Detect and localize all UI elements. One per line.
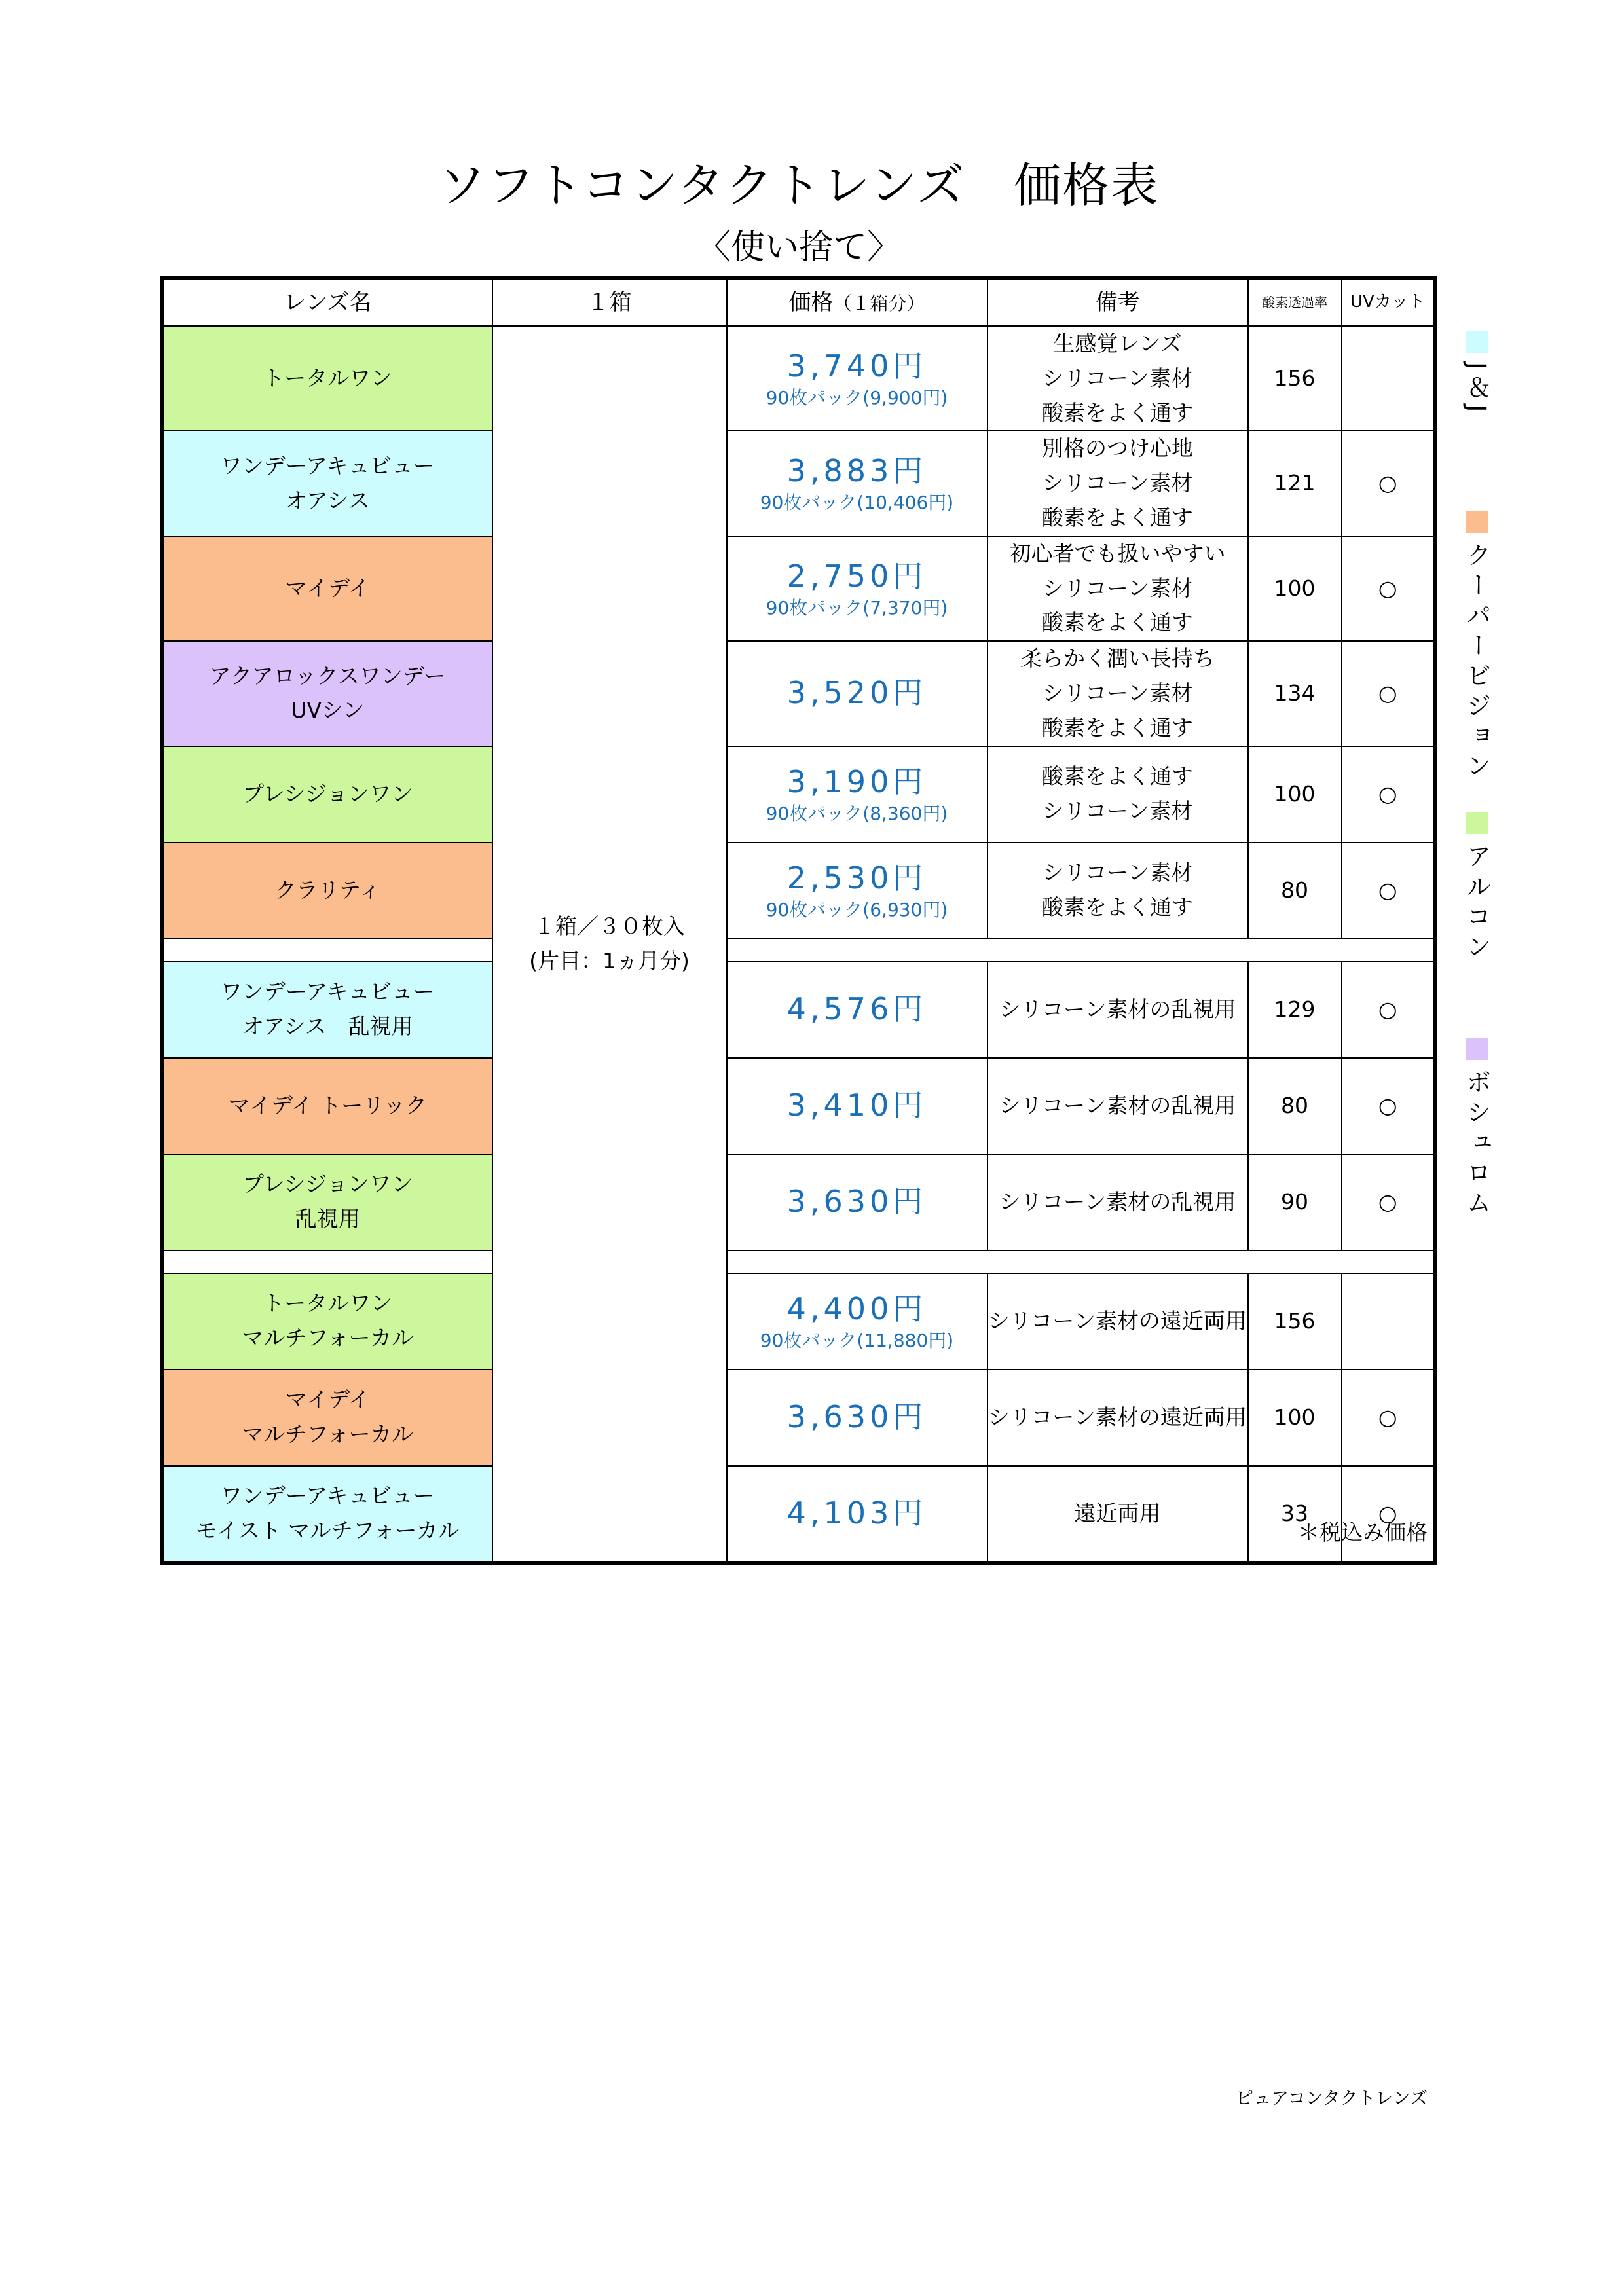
header-box: １箱 [492,278,727,327]
table-row [162,326,1435,431]
note-cell [987,431,1248,536]
lens-name-line2: オアシス 乱視用 [242,1013,413,1040]
table-row [162,1154,1435,1250]
box-quantity [492,326,727,1563]
header-price-sub: （１箱分） [833,292,925,314]
note-cell [987,1370,1248,1466]
price-value: 2,750円 [786,558,927,594]
note-line: シリコーン素材の遠近両用 [988,1307,1247,1334]
price-value: 3,630円 [786,1399,927,1435]
legend-item [1457,812,1496,964]
note-line: 初心者でも扱いやすい [1009,540,1226,566]
lens-name-line1: プレシジョンワン [242,780,413,807]
section-gap-row [162,939,1435,962]
uv-cut-mark: ○ [1342,746,1435,843]
lens-name [162,326,492,431]
note-cell [987,962,1248,1058]
note-cell [987,536,1248,641]
lens-name-line2: マルチフォーカル [242,1421,414,1448]
note-line: 酸素をよく通す [1042,610,1193,636]
oxygen-permeability: 100 [1248,1370,1342,1466]
lens-name-line1: トータルワン [263,365,393,391]
lens-name-line1: マイデイ [285,1387,370,1413]
note-line: シリコーン素材 [1042,798,1193,824]
price-value: 3,740円 [786,348,927,384]
oxygen-permeability: 80 [1248,1058,1342,1154]
lens-name [162,1273,492,1370]
legend-swatch [1466,331,1488,353]
table-row [162,1273,1435,1370]
oxygen-permeability: 33 [1248,1466,1342,1563]
price-cell [727,746,987,843]
price-cell [727,1058,987,1154]
price-90-pack: 90枚パック(10,406円) [760,492,954,514]
oxygen-permeability: 156 [1248,326,1342,431]
price-cell [727,326,987,431]
price-value: 2,530円 [786,860,927,896]
lens-name [162,843,492,939]
lens-name-line1: ワンデーアキュビュー [220,979,435,1005]
table-row [162,1370,1435,1466]
price-90-pack: 90枚パック(11,880円) [760,1329,954,1351]
uv-cut-mark [1342,326,1435,431]
table-row [162,746,1435,843]
lens-name [162,431,492,536]
price-value: 3,630円 [786,1184,927,1220]
lens-name-line2: モイスト マルチフォーカル [195,1518,460,1544]
oxygen-permeability: 80 [1248,843,1342,939]
price-cell [727,641,987,746]
page-subtitle: 〈使い捨て〉 [696,228,901,267]
note-line: 生感覚レンズ [1053,331,1182,356]
uv-cut-mark: ○ [1342,1370,1435,1466]
note-line: 酸素をよく通す [1042,763,1193,790]
lens-name [162,1154,492,1250]
note-line: シリコーン素材の乱視用 [999,1188,1236,1214]
note-line: シリコーン素材 [1042,680,1193,706]
oxygen-permeability: 90 [1248,1154,1342,1250]
price-value: 4,400円 [786,1290,927,1326]
lens-name [162,746,492,843]
legend-label: ボシュロム [1462,1069,1491,1220]
price-90-pack: 90枚パック(6,930円) [766,898,948,920]
price-cell [727,431,987,536]
price-90-pack: 90枚パック(8,360円) [766,802,948,824]
page-title: ソフトコンタクトレンズ 価格表 [438,158,1160,213]
box-quantity-line1: １箱／３０枚入 [534,913,685,939]
table-row [162,536,1435,641]
lens-name-line1: プレシジョンワン [242,1171,413,1197]
note-line: 酸素をよく通す [1042,714,1193,740]
lens-name-line2: オアシス [285,487,370,513]
lens-name-line2: 乱視用 [295,1206,360,1232]
note-line: シリコーン素材 [1042,575,1193,601]
legend-item [1457,1038,1496,1220]
lens-name-line1: トータルワン [263,1290,393,1317]
oxygen-permeability: 134 [1248,641,1342,746]
price-cell [727,1273,987,1370]
price-cell [727,536,987,641]
note-cell [987,1273,1248,1370]
note-line: シリコーン素材の乱視用 [999,1092,1236,1118]
oxygen-permeability: 121 [1248,431,1342,536]
note-line: 酸素をよく通す [1042,399,1193,426]
price-value: 3,190円 [786,763,927,799]
uv-cut-mark: ○ [1342,1466,1435,1563]
note-line: 酸素をよく通す [1042,894,1193,920]
uv-cut-mark: ○ [1342,962,1435,1058]
legend-swatch [1466,812,1488,834]
note-cell [987,641,1248,746]
lens-name-line2: UVシン [291,697,365,723]
table-row [162,641,1435,746]
header-uv: UVカット [1342,278,1435,327]
uv-cut-mark [1342,1273,1435,1370]
note-cell [987,1058,1248,1154]
note-line: シリコーン素材 [1042,365,1193,391]
tax-note: ＊税込み価格 [1298,1520,1428,1545]
lens-name [162,1466,492,1563]
price-cell [727,1154,987,1250]
price-value: 4,576円 [786,991,927,1027]
note-line: 酸素をよく通す [1042,504,1193,530]
gap-cell [162,939,492,962]
table-header-row [162,278,1435,327]
lens-name [162,641,492,746]
legend-label: クーパービジョン [1462,542,1491,783]
price-value: 3,410円 [786,1087,927,1123]
oxygen-permeability: 100 [1248,746,1342,843]
section-gap-row [162,1250,1435,1273]
uv-cut-mark: ○ [1342,843,1435,939]
note-cell [987,843,1248,939]
header-note: 備考 [987,278,1248,327]
legend-item [1457,331,1496,417]
lens-name [162,1058,492,1154]
footer-shop-name: ピュアコンタクトレンズ [1235,2088,1428,2109]
lens-name [162,536,492,641]
oxygen-permeability: 129 [1248,962,1342,1058]
uv-cut-mark: ○ [1342,536,1435,641]
legend-label: アルコン [1462,843,1491,964]
header-name: レンズ名 [162,278,492,327]
gap-cell [727,939,1435,962]
uv-cut-mark: ○ [1342,1154,1435,1250]
price-90-pack: 90枚パック(9,900円) [766,386,948,409]
price-90-pack: 90枚パック(7,370円) [766,596,948,619]
note-cell [987,746,1248,843]
note-line: シリコーン素材 [1042,860,1193,886]
note-line: 柔らかく潤い長持ち [1020,646,1215,672]
price-cell [727,1466,987,1563]
legend-swatch [1466,1038,1488,1060]
box-quantity-line2: (片目：1ヵ月分) [529,947,690,974]
table-row [162,431,1435,536]
table-row [162,1466,1435,1563]
price-value: 4,103円 [786,1495,927,1531]
oxygen-permeability: 156 [1248,1273,1342,1370]
lens-name-line1: ワンデーアキュビュー [220,1483,435,1509]
price-value: 3,883円 [786,453,927,489]
lens-name-line2: マルチフォーカル [242,1325,414,1351]
gap-cell [727,1250,1435,1273]
note-line: 遠近両用 [1074,1500,1161,1526]
legend-swatch [1466,511,1488,533]
note-cell [987,1154,1248,1250]
table-row [162,843,1435,939]
lens-name-line1: クラリティ [274,877,381,903]
price-value: 3,520円 [786,675,927,711]
note-line: 別格のつけ心地 [1042,435,1193,462]
table-row [162,1058,1435,1154]
header-price-label: 価格 [788,289,834,316]
lens-name-line1: アクアロックスワンデー [209,663,446,689]
oxygen-permeability: 100 [1248,536,1342,641]
legend-item [1457,511,1496,783]
lens-name-line1: マイデイ トーリック [228,1092,427,1118]
header-price [727,278,987,327]
legend-label: J＆J [1462,362,1491,418]
note-cell [987,326,1248,431]
header-oxygen: 酸素透過率 [1248,278,1342,327]
lens-name [162,1370,492,1466]
uv-cut-mark: ○ [1342,431,1435,536]
lens-name [162,962,492,1058]
note-cell [987,1466,1248,1563]
table-row [162,962,1435,1058]
note-line: シリコーン素材 [1042,470,1193,496]
price-cell [727,962,987,1058]
price-cell [727,843,987,939]
uv-cut-mark: ○ [1342,1058,1435,1154]
gap-cell [162,1250,492,1273]
note-line: シリコーン素材の遠近両用 [988,1404,1247,1430]
lens-name-line1: ワンデーアキュビュー [220,452,435,479]
price-table [160,276,1437,1565]
lens-name-line1: マイデイ [285,575,370,601]
uv-cut-mark: ○ [1342,641,1435,746]
note-line: シリコーン素材の乱視用 [999,996,1236,1022]
price-cell [727,1370,987,1466]
